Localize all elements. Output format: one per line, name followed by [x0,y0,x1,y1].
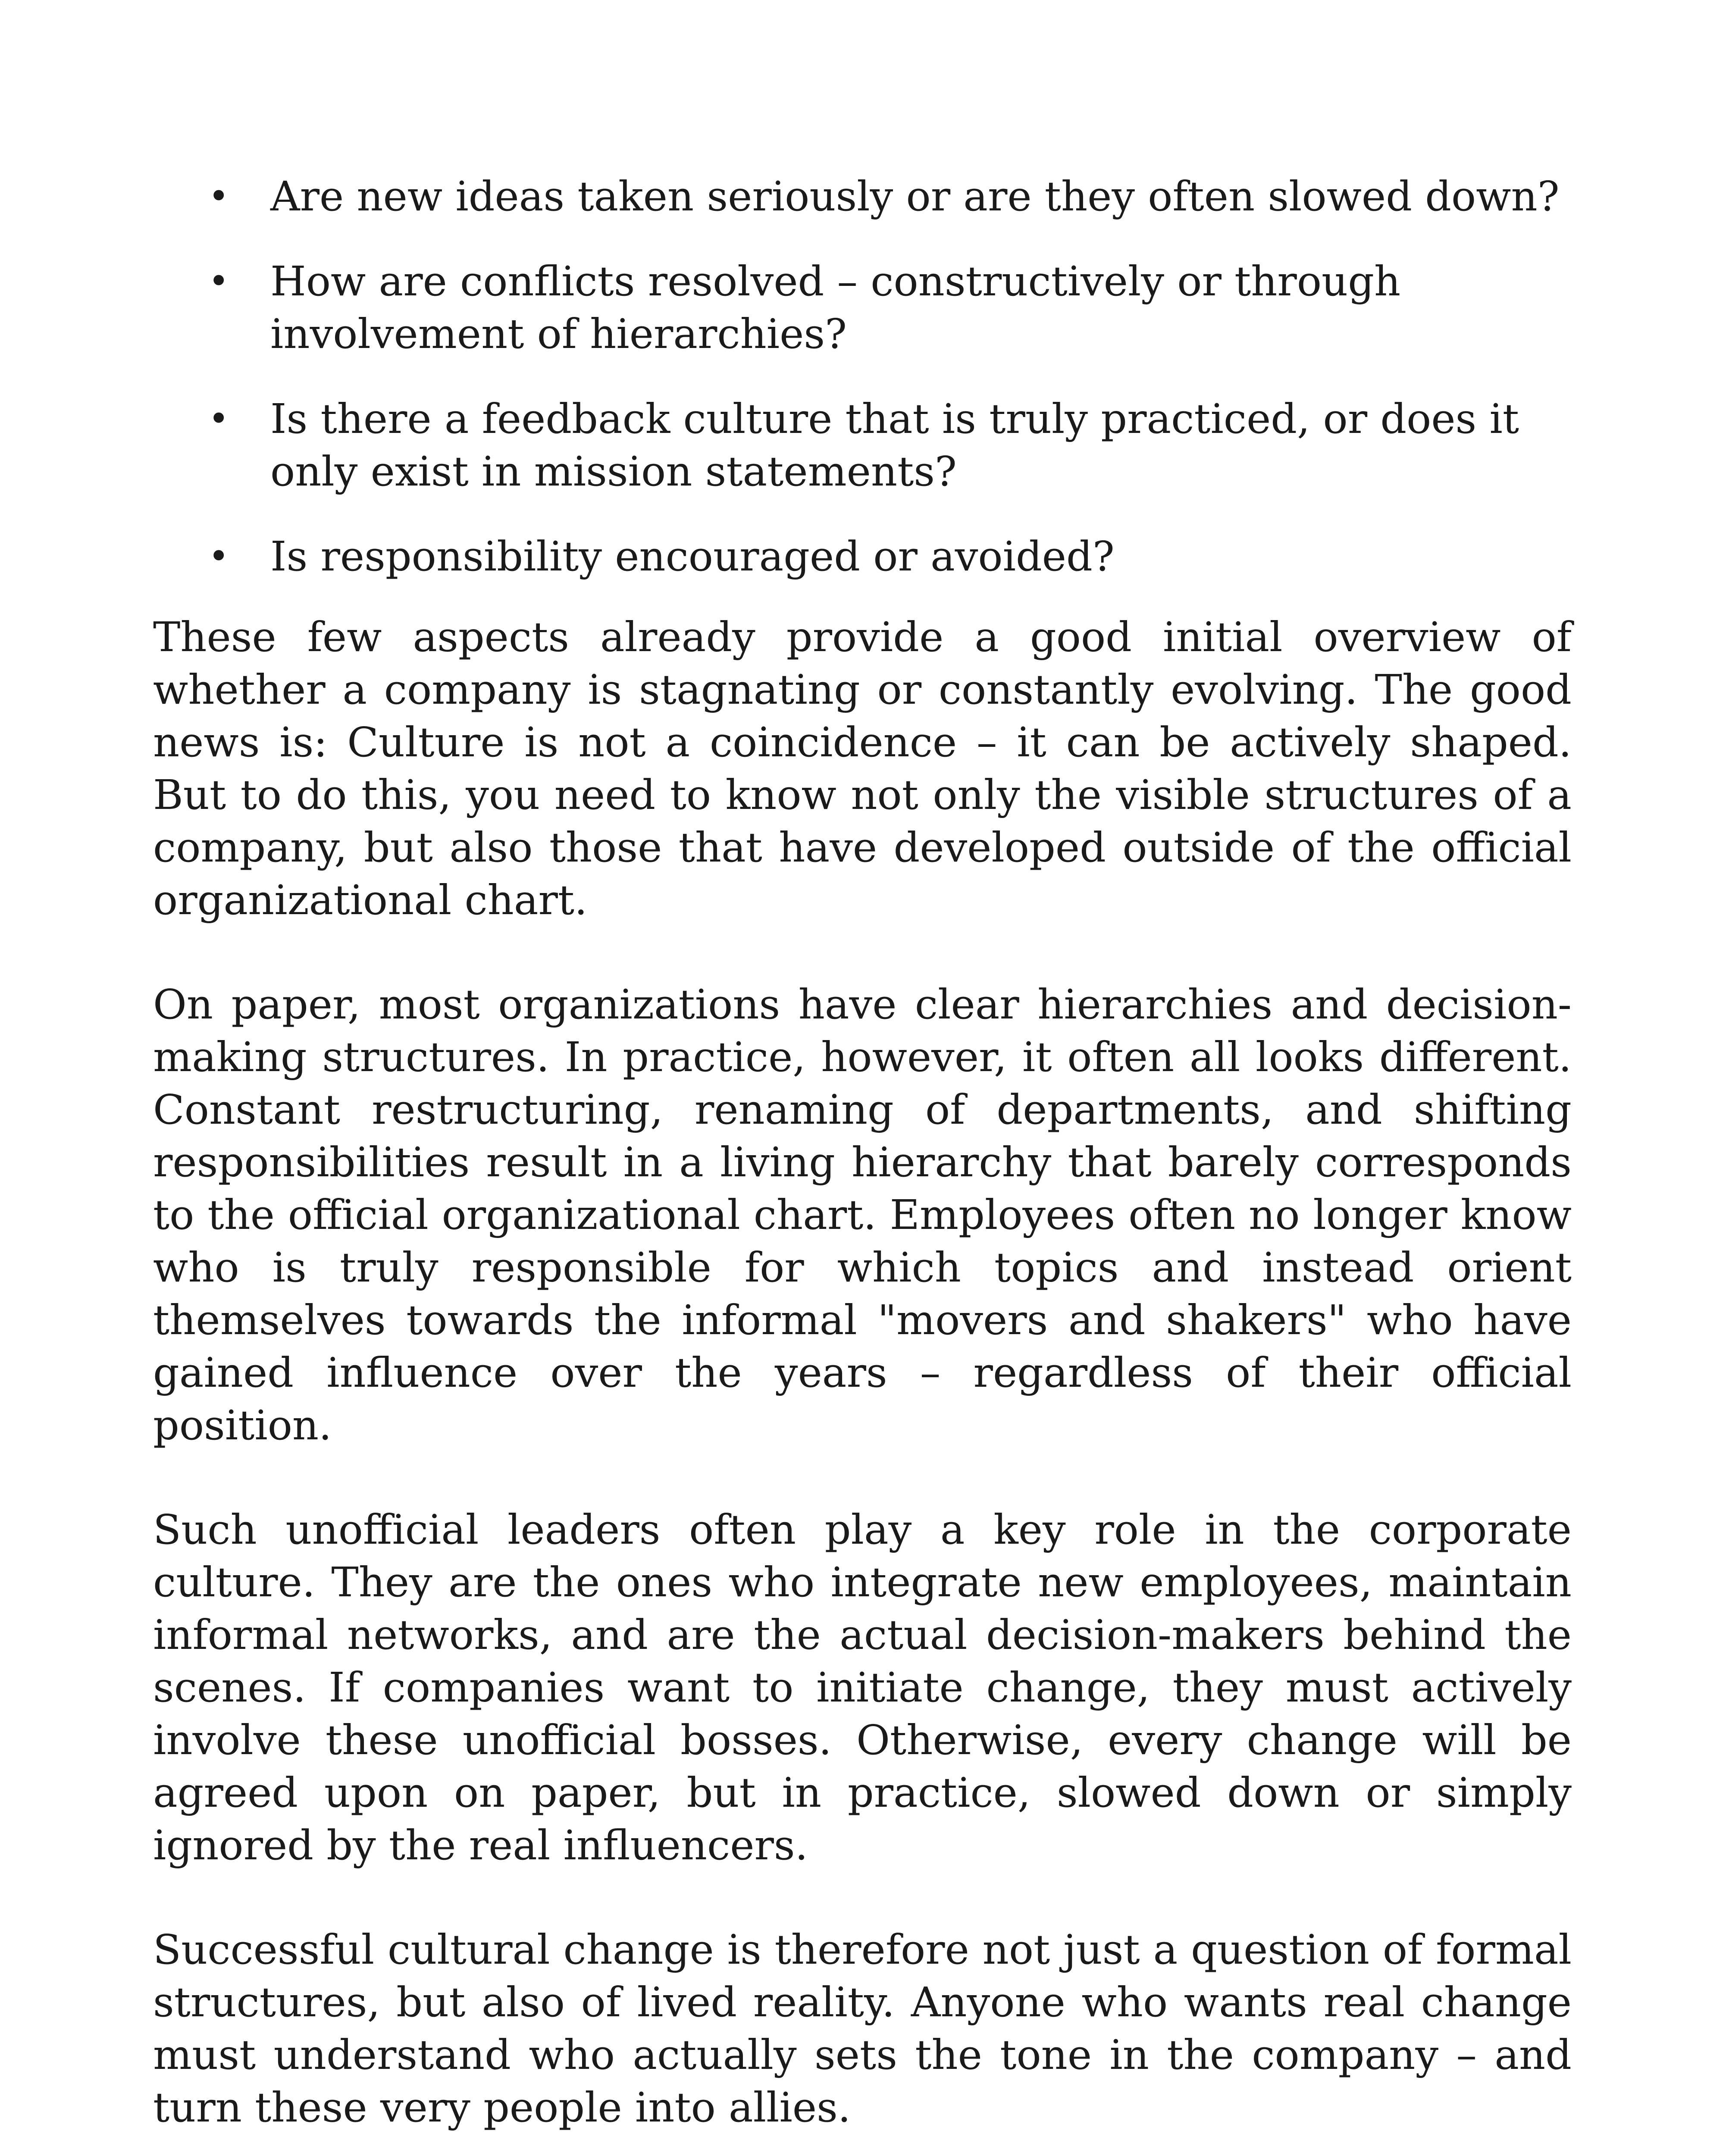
list-item [153,170,1572,223]
paragraph: These few aspects already provide a good initial overview of whether a company is stagnating or constantly evolving. The good news is: Culture is not a coincidence – it can be actively shaped. But to do this, you need to know not only the visible structures of a company, but also those that have developed outside of the official organizational chart. [153,614,1572,924]
list-item [153,530,1572,583]
list-item [153,255,1572,360]
bullet-icon: • [208,176,229,217]
list-item [153,393,1572,498]
bullet-text: Are new ideas taken seriously or are they often slowed down? [270,173,1560,220]
paragraph: On paper, most organizations have clear hierarchies and decision-making structures. In practice, however, it often all looks different. Constant restructuring, renaming of departments, and shifting responsibilities result in a living hierarchy that barely corresponds to the official organizational chart. Employees often no longer know who is truly responsible for which topics and instead orient themselves towards the informal "movers and shakers" who have gained influence over the years – regardless of their official position. [153,981,1572,1449]
paragraph: Successful cultural change is therefore not just a question of formal structures, but also of lived reality. Anyone who wants real change must understand who actually sets the tone in the company – and turn these very people into allies. [153,1926,1572,2131]
bullet-text: How are conflicts resolved – constructively or through involvement of hierarchies? [270,258,1401,358]
bullet-list [153,170,1572,583]
bullet-icon: • [208,536,229,577]
bullet-text: Is responsibility encouraged or avoided? [270,533,1115,580]
bullet-icon: • [208,398,229,439]
bullet-icon: • [208,261,229,302]
bullet-text: Is there a feedback culture that is truly practiced, or does it only exist in mission statements? [270,395,1519,495]
paragraph: Such unofficial leaders often play a key role in the corporate culture. They are the ones who integrate new employees, maintain informal networks, and are the actual decision-makers behind the scenes. If companies want to initiate change, they must actively involve these unofficial bosses. Otherwise, every change will be agreed upon on paper, but in practice, slowed down or simply ignored by the real influencers. [153,1506,1572,1869]
page-body [153,170,1572,2156]
